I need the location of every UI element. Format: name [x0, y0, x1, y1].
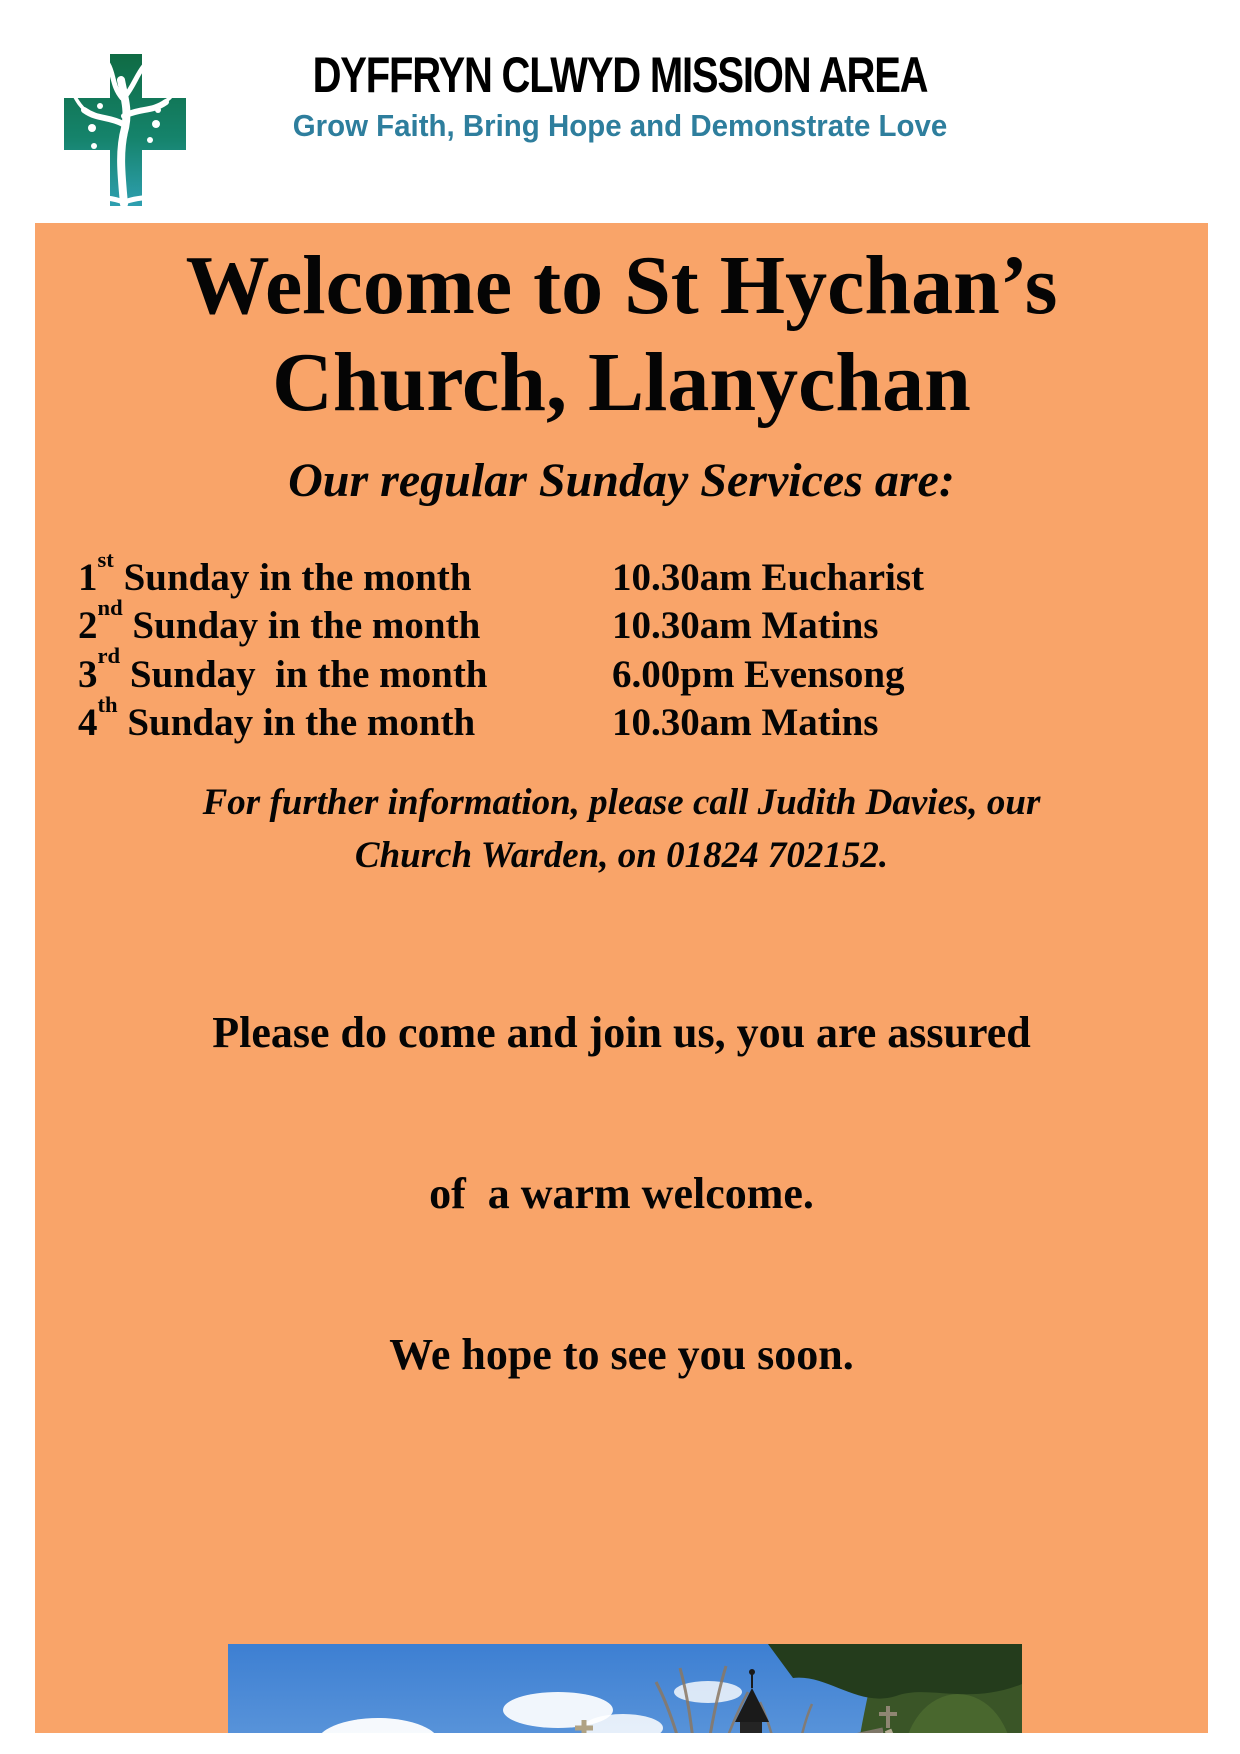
poster-title-line1: Welcome to St Hychan’s [185, 239, 1058, 332]
org-tagline: Grow Faith, Bring Hope and Demonstrate Love [292, 108, 948, 143]
poster-title-line2: Church, Llanychan [272, 336, 971, 430]
service-day-text: Sunday in the month [122, 604, 481, 648]
poster-body [35, 223, 1208, 1733]
service-day-number: 1 [78, 556, 98, 600]
welcome-line2: of a warm welcome. [429, 1168, 814, 1218]
service-time: 10.30am Eucharist [612, 556, 924, 600]
service-day-number: 2 [78, 604, 98, 648]
welcome-message [35, 899, 1208, 1489]
service-time: 6.00pm Evensong [612, 652, 905, 696]
service-day [78, 643, 612, 699]
ordinal-suffix: nd [97, 594, 123, 620]
services-heading: Our regular Sunday Services are: [288, 454, 955, 508]
service-row [78, 546, 1208, 602]
service-day-text: Sunday in the month [120, 652, 488, 696]
service-day [78, 594, 612, 650]
service-time: 10.30am Matins [612, 604, 879, 648]
ordinal-suffix: th [97, 691, 118, 717]
poster-title [35, 237, 1208, 431]
contact-info [35, 777, 1208, 882]
services-list [35, 546, 1208, 747]
service-day [78, 546, 612, 602]
org-title: DYFFRYN CLWYD MISSION AREA [312, 47, 928, 103]
contact-line1: For further information, please call Judith Davies, our [202, 782, 1041, 824]
service-row [78, 594, 1208, 650]
welcome-line1: Please do come and join us, you are assured [212, 1007, 1031, 1057]
church-photo [228, 1644, 1022, 1733]
ordinal-suffix: st [97, 546, 114, 572]
service-row [78, 691, 1208, 747]
service-day-number: 3 [78, 652, 98, 696]
service-day [78, 691, 612, 747]
service-day-number: 4 [78, 701, 98, 745]
service-day-text: Sunday in the month [113, 556, 472, 600]
service-time: 10.30am Matins [612, 701, 879, 745]
service-day-text: Sunday in the month [117, 701, 476, 745]
service-row [78, 643, 1208, 699]
contact-line2: Church Warden, on 01824 702152. [354, 835, 889, 876]
header [0, 0, 1240, 223]
church-photo-illustration [228, 1644, 1022, 1733]
welcome-line3: We hope to see you soon. [389, 1329, 854, 1379]
ordinal-suffix: rd [97, 643, 121, 669]
